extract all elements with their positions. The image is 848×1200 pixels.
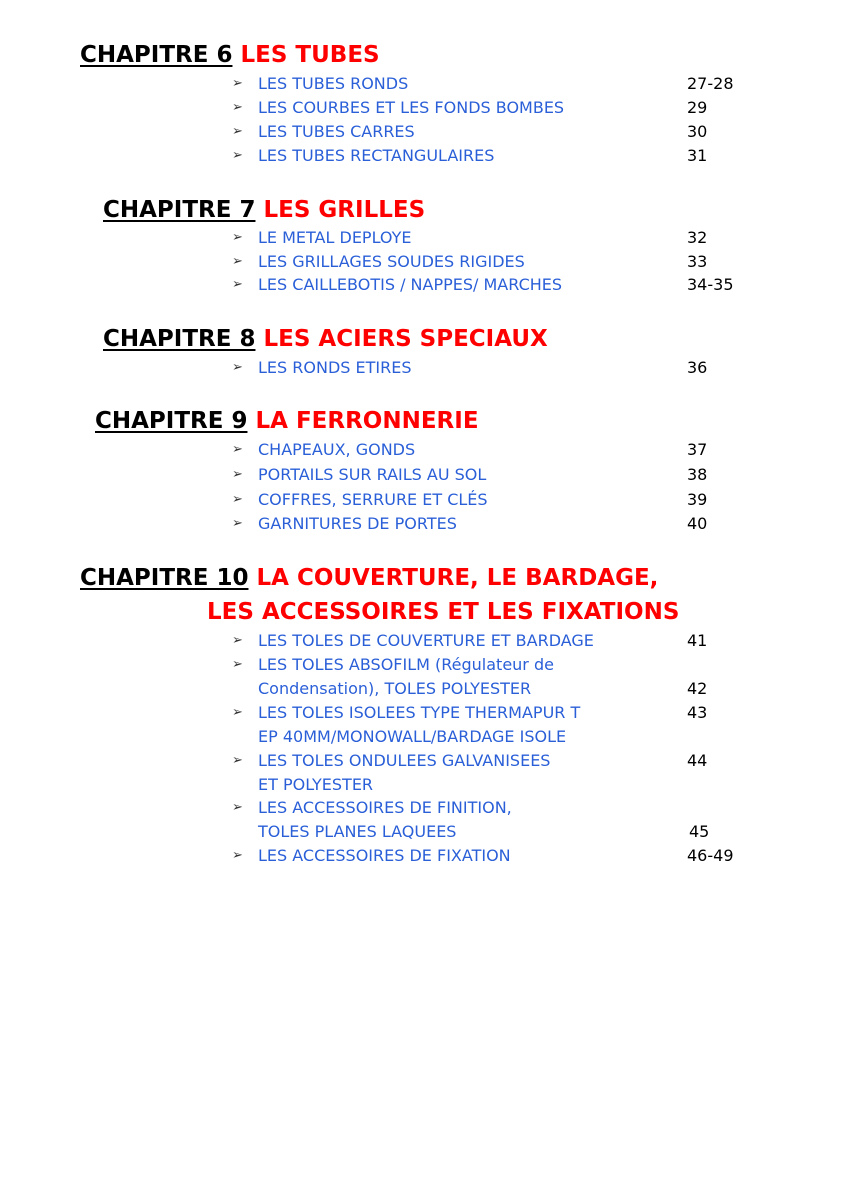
arrow-bullet-icon: ➢ <box>232 467 243 482</box>
page-number: 33 <box>687 252 708 271</box>
entry-title: LES TUBES CARRES <box>258 122 415 141</box>
chapter-number: CHAPITRE 9 <box>95 408 248 434</box>
page-number: 37 <box>687 440 708 459</box>
page-number: 31 <box>687 146 708 165</box>
entry-title: LES RONDS ETIRES <box>258 358 412 377</box>
page-number: 34-35 <box>687 275 734 294</box>
chapter-title: LES GRILLES <box>263 197 426 223</box>
arrow-bullet-icon: ➢ <box>232 277 243 292</box>
entry-title: LE METAL DEPLOYE <box>258 228 412 247</box>
arrow-bullet-icon: ➢ <box>232 657 243 672</box>
chapter-title: LES TUBES <box>240 42 380 68</box>
entry-title: LES TUBES RONDS <box>258 74 409 93</box>
entry-title-continued: Condensation), TOLES POLYESTER <box>258 679 532 698</box>
arrow-bullet-icon: ➢ <box>232 705 243 720</box>
entry-title: LES TOLES ABSOFILM (Régulateur de <box>258 655 554 674</box>
arrow-bullet-icon: ➢ <box>232 254 243 269</box>
arrow-bullet-icon: ➢ <box>232 633 243 648</box>
chapter-number: CHAPITRE 8 <box>103 326 256 352</box>
entry-title: LES TUBES RECTANGULAIRES <box>258 146 495 165</box>
chapter-number: CHAPITRE 6 <box>80 42 233 68</box>
arrow-bullet-icon: ➢ <box>232 100 243 115</box>
entry-title: LES ACCESSOIRES DE FIXATION <box>258 846 511 865</box>
arrow-bullet-icon: ➢ <box>232 848 243 863</box>
arrow-bullet-icon: ➢ <box>232 124 243 139</box>
chapter-title-continued: LES ACCESSOIRES ET LES FIXATIONS <box>207 599 680 625</box>
chapter-heading <box>103 195 425 225</box>
page-number: 36 <box>687 358 708 377</box>
page-number: 30 <box>687 122 708 141</box>
page-number: 40 <box>687 514 708 533</box>
page-number: 46-49 <box>687 846 734 865</box>
chapter-number: CHAPITRE 7 <box>103 197 256 223</box>
arrow-bullet-icon: ➢ <box>232 360 243 375</box>
chapter-title: LES ACIERS SPECIAUX <box>263 326 548 352</box>
arrow-bullet-icon: ➢ <box>232 148 243 163</box>
chapter-heading <box>80 40 380 70</box>
entry-title: LES ACCESSOIRES DE FINITION, <box>258 798 512 817</box>
entry-title-continued: ET POLYESTER <box>258 775 374 794</box>
page-number: 38 <box>687 465 708 484</box>
entry-title: PORTAILS SUR RAILS AU SOL <box>258 465 487 484</box>
entry-title: CHAPEAUX, GONDS <box>258 440 416 459</box>
entry-title: LES CAILLEBOTIS / NAPPES/ MARCHES <box>258 275 563 294</box>
entry-title: LES TOLES ISOLEES TYPE THERMAPUR T <box>258 703 581 722</box>
entry-title: GARNITURES DE PORTES <box>258 514 457 533</box>
page-number: 41 <box>687 631 708 650</box>
arrow-bullet-icon: ➢ <box>232 516 243 531</box>
entry-title: LES COURBES ET LES FONDS BOMBES <box>258 98 565 117</box>
page-number: 45 <box>689 822 710 841</box>
page-number: 27-28 <box>687 74 734 93</box>
arrow-bullet-icon: ➢ <box>232 492 243 507</box>
chapter-heading <box>80 563 658 593</box>
chapter-title: LA COUVERTURE, LE BARDAGE, <box>256 565 659 591</box>
page-number: 42 <box>687 679 708 698</box>
entry-title: LES TOLES DE COUVERTURE ET BARDAGE <box>258 631 594 650</box>
entry-title-continued: TOLES PLANES LAQUEES <box>258 822 457 841</box>
page-number: 32 <box>687 228 708 247</box>
chapter-number: CHAPITRE 10 <box>80 565 249 591</box>
page-number: 44 <box>687 751 708 770</box>
chapter-heading <box>95 406 479 436</box>
page-number: 29 <box>687 98 708 117</box>
chapter-heading <box>103 324 548 354</box>
entry-title: LES TOLES ONDULEES GALVANISEES <box>258 751 551 770</box>
page-number: 43 <box>687 703 708 722</box>
entry-title: LES GRILLAGES SOUDES RIGIDES <box>258 252 525 271</box>
chapter-title: LA FERRONNERIE <box>255 408 479 434</box>
arrow-bullet-icon: ➢ <box>232 442 243 457</box>
arrow-bullet-icon: ➢ <box>232 230 243 245</box>
page-number: 39 <box>687 490 708 509</box>
arrow-bullet-icon: ➢ <box>232 76 243 91</box>
arrow-bullet-icon: ➢ <box>232 800 243 815</box>
arrow-bullet-icon: ➢ <box>232 753 243 768</box>
entry-title: COFFRES, SERRURE ET CLÉS <box>258 490 488 509</box>
entry-title-continued: EP 40MM/MONOWALL/BARDAGE ISOLE <box>258 727 567 746</box>
